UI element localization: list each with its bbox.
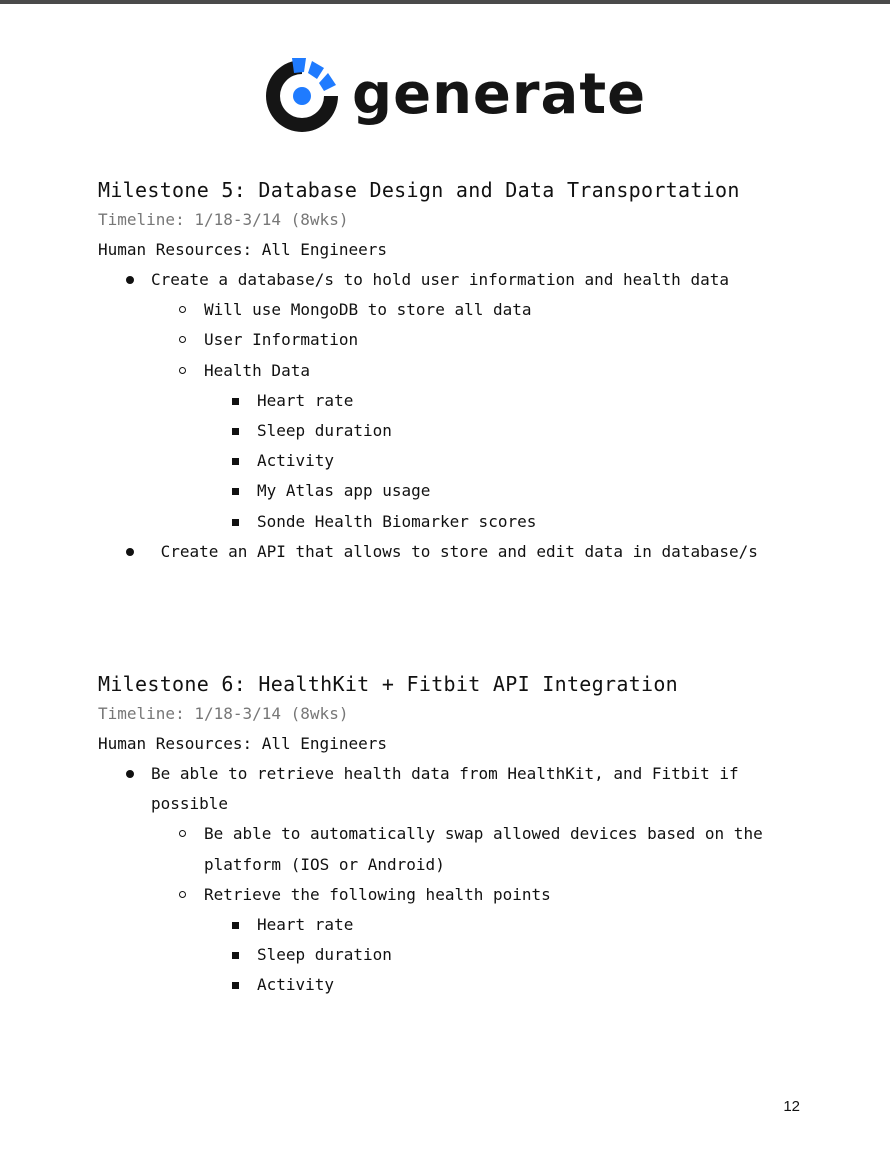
bullet-circle-icon (179, 306, 186, 313)
bullet-dot-icon (126, 770, 134, 778)
bullet-square-icon (232, 952, 239, 959)
bullet-square-icon (232, 398, 239, 405)
bullet-square-icon (232, 488, 239, 495)
bullet-circle-icon (179, 336, 186, 343)
list-item: Activity (257, 970, 798, 1000)
logo-text: generate (352, 62, 647, 127)
bullet-square-icon (232, 428, 239, 435)
milestone-6-list (98, 759, 798, 1001)
list-item: Create an API that allows to store and edit data in database/s (151, 537, 798, 567)
bullet-square-icon (232, 982, 239, 989)
bullet-dot-icon (126, 548, 134, 556)
list-item: Health Data (204, 356, 798, 386)
list-item: Activity (257, 446, 798, 476)
milestone-5-list (98, 265, 798, 567)
bullet-square-icon (232, 519, 239, 526)
list-item: Create a database/s to hold user information and health data (151, 265, 798, 295)
milestone-6-title: Milestone 6: HealthKit + Fitbit API Integration (98, 672, 679, 696)
list-item: Will use MongoDB to store all data (204, 295, 798, 325)
bullet-square-icon (232, 458, 239, 465)
bullet-dot-icon (126, 276, 134, 284)
list-item: Sleep duration (257, 940, 798, 970)
top-border (0, 0, 890, 4)
bullet-circle-icon (179, 891, 186, 898)
list-item: Heart rate (257, 386, 798, 416)
milestone-5-human-resources: Human Resources: All Engineers (98, 240, 387, 259)
milestone-5-timeline: Timeline: 1/18-3/14 (8wks) (98, 210, 349, 229)
milestone-6-human-resources: Human Resources: All Engineers (98, 734, 387, 753)
milestone-6-section (98, 669, 798, 1001)
bullet-square-icon (232, 922, 239, 929)
bullet-circle-icon (179, 830, 186, 837)
list-item: Be able to automatically swap allowed devices based on the platform (IOS or Android) (204, 819, 798, 879)
list-item: My Atlas app usage (257, 476, 798, 506)
milestone-5-section (98, 175, 798, 567)
list-item: Heart rate (257, 910, 798, 940)
list-item: Sonde Health Biomarker scores (257, 507, 798, 537)
list-item: Sleep duration (257, 416, 798, 446)
list-item: User Information (204, 325, 798, 355)
milestone-6-timeline: Timeline: 1/18-3/14 (8wks) (98, 704, 349, 723)
list-item: Retrieve the following health points (204, 880, 798, 910)
list-item: Be able to retrieve health data from HealthKit, and Fitbit if possible (151, 759, 798, 819)
bullet-circle-icon (179, 367, 186, 374)
milestone-5-title: Milestone 5: Database Design and Data Transportation (98, 178, 740, 202)
page-number: 12 (783, 1098, 800, 1115)
logo (262, 56, 647, 136)
generate-logo-icon (262, 56, 342, 136)
